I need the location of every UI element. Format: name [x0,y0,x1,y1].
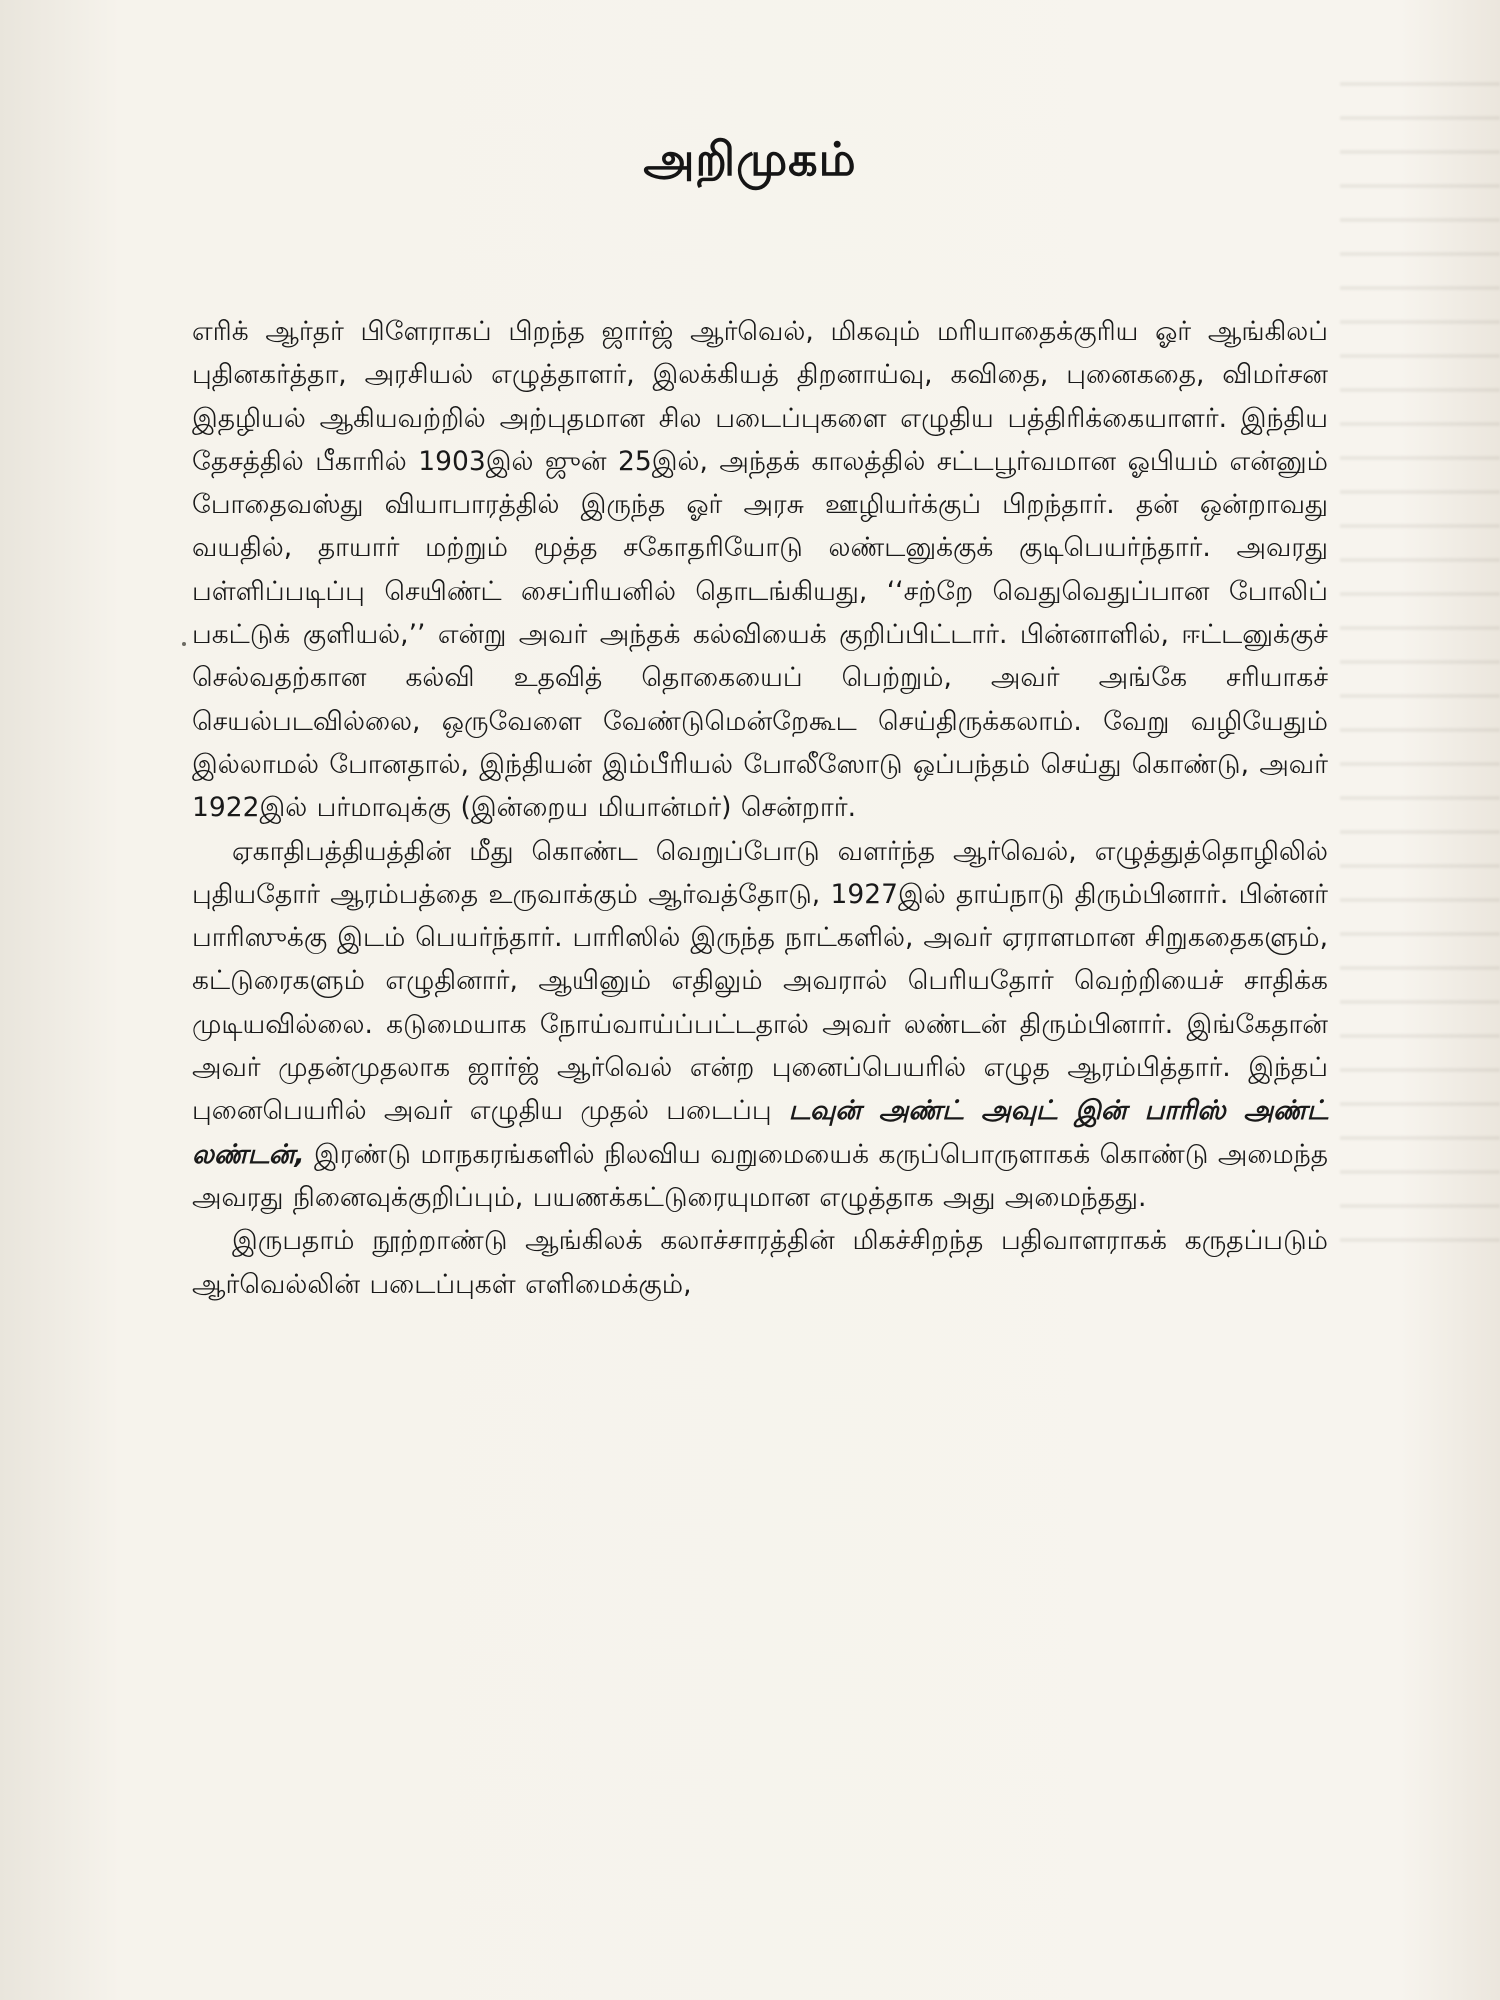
chapter-title: அறிமுகம் [643,132,857,186]
body-text [192,310,1328,1306]
paragraph-text: இருபதாம் நூற்றாண்டு ஆங்கிலக் கலாச்சாரத்தின் மிகச்சிறந்த பதிவாளராகக் கருதப்படும் ஆர்வெல்லின் படைப்புகள் எளிமைக்கும், [192,1225,1328,1300]
book-title-emphasis: டவுன் அண்ட் அவுட் இன் பாரிஸ் அண்ட் லண்டன், [192,1095,1328,1170]
paragraph-text: ஏகாதிபத்தியத்தின் மீது கொண்ட வெறுப்போடு வளர்ந்த ஆர்வெல், எழுத்துத்தொழிலில் புதியதோர் ஆரம்பத்தை உருவாக்கும் ஆர்வத்தோடு, 1927இல் தாய்நாடு திரும்பினார். பின்னர் பாரிஸுக்கு இடம் பெயர்ந்தார். பாரிஸில் இருந்த நாட்களில், அவர் ஏராளமான சிறுகதைகளும், கட்டுரைகளும் எழுதினார், ஆயினும் எதிலும் அவரால் பெரியதோர் வெற்றியைச் சாதிக்க முடியவில்லை. கடுமையாக நோய்வாய்ப்பட்டதால் அவர் லண்டன் திரும்பினார். இங்கேதான் அவர் முதன்முதலாக ஜார்ஜ் ஆர்வெல் என்ற புனைப்பெயரில் எழுத ஆரம்பித்தார். இந்தப் புனைபெயரில் அவர் எழுதிய முதல் படைப்பு [192,835,1328,1127]
paragraph-3 [192,1219,1328,1306]
paragraph-2 [192,830,1328,1220]
paragraph-text: எரிக் ஆர்தர் பிளேராகப் பிறந்த ஜார்ஜ் ஆர்வெல், மிகவும் மரியாதைக்குரிய ஓர் ஆங்கிலப் புதினகர்த்தா, அரசியல் எழுத்தாளர், இலக்கியத் திறனாய்வு, கவிதை, புனைகதை, விமர்சன இதழியல் ஆகியவற்றில் அற்புதமான சில படைப்புகளை எழுதிய பத்திரிக்கையாளர். இந்திய தேசத்தில் பீகாரில் 1903இல் ஜுன் 25இல், அந்தக் காலத்தில் சட்டபூர்வமான ஓபியம் என்னும் போதைவஸ்து வியாபாரத்தில் இருந்த ஓர் அரசு ஊழியர்க்குப் பிறந்தார். தன் ஒன்றாவது வயதில், தாயார் மற்றும் மூத்த சகோதரியோடு லண்டனுக்குக் குடிபெயர்ந்தார். அவரது பள்ளிப்படிப்பு செயிண்ட் சைப்ரியனில் தொடங்கியது, ‘‘சற்றே வெதுவெதுப்பான போலிப் பகட்டுக் குளியல்,’’ என்று அவர் அந்தக் கல்வியைக் குறிப்பிட்டார். பின்னாளில், ஈட்டனுக்குச் செல்வதற்கான கல்வி உதவித் தொகையைப் பெற்றும், அவர் அங்கே சரியாகச் செயல்படவில்லை, ஒருவேளை வேண்டுமென்றேகூட செய்திருக்கலாம். வேறு வழியேதும் இல்லாமல் போனதால், இந்தியன் இம்பீரியல் போலீஸோடு ஒப்பந்தம் செய்து கொண்டு, அவர் 1922இல் பர்மாவுக்கு (இன்றைய மியான்மர்) சென்றார். [192,316,1328,824]
paragraph-1 [192,310,1328,830]
ink-speck [182,642,186,646]
paragraph-text: இரண்டு மாநகரங்களில் நிலவிய வறுமையைக் கருப்பொருளாகக் கொண்டு அமைந்த அவரது நினைவுக்குறிப்பும், பயணக்கட்டுரையுமான எழுத்தாக அது அமைந்தது. [192,1138,1328,1213]
show-through-text [1340,60,1500,1260]
